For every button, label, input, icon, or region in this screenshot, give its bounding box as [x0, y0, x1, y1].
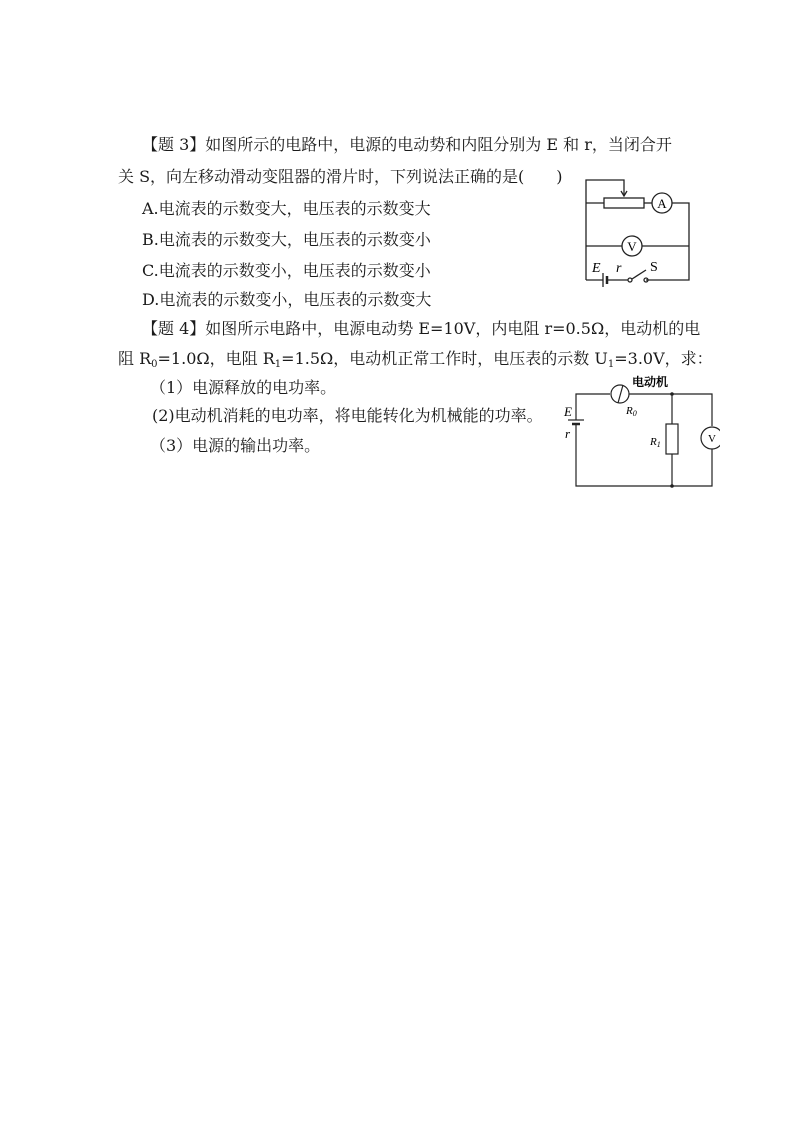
q4-stem-line2: 阻 $R_0=1.0\Omega$，电阻 $R_1=1.5\Omega$，电动机正常工作时，电压表的示数 $U_1=3.0V$，求： [118, 349, 713, 370]
q3-option-c: C.电流表的示数变小，电压表的示数变小 [142, 261, 431, 280]
q3-circuit-diagram [576, 174, 696, 304]
q3-switch-label: S [650, 260, 658, 275]
q4-r1-label: R1 [650, 436, 661, 449]
q4-r0-label: R0 [626, 405, 637, 418]
q4-item-3: （3）电源的输出功率。 [150, 436, 321, 455]
q4-stem-line1: 【题 4】如图所示电路中，电源电动势 E=10V，内电阻 r=0.5Ω，电动机的电 [142, 319, 701, 338]
q3-internal-label: r [616, 261, 622, 276]
q3-ammeter-label: A [657, 196, 667, 211]
q3-stem-line1: 【题 3】如图所示的电路中，电源的电动势和内阻分别为 E 和 r，当闭合开 [142, 135, 672, 154]
q4-item-1: （1）电源释放的电功率。 [150, 378, 337, 397]
q3-option-d: D.电流表的示数变小，电压表的示数变大 [142, 290, 432, 309]
q4-voltmeter-label: V [708, 433, 716, 445]
q3-option-a: A.电流表的示数变大，电压表的示数变大 [142, 199, 431, 218]
q3-emf-label: E [592, 261, 601, 276]
q4-motor-label: 电动机 [632, 375, 669, 389]
q3-option-b: B.电流表的示数变大，电压表的示数变小 [142, 230, 431, 249]
q4-r1-resistor [666, 424, 678, 454]
q3-switch [632, 270, 646, 279]
q4-emf-label: E [564, 404, 572, 419]
q4-item-2: (2)电动机消耗的电功率，将电能转化为机械能的功率。 [152, 406, 543, 425]
q3-voltmeter-label: V [627, 239, 637, 254]
q3-stem-line2: 关 S，向左移动滑动变阻器的滑片时，下列说法正确的是( ) [118, 167, 563, 186]
q4-circuit-diagram [560, 372, 720, 494]
q4-internal-label: r [565, 426, 571, 441]
